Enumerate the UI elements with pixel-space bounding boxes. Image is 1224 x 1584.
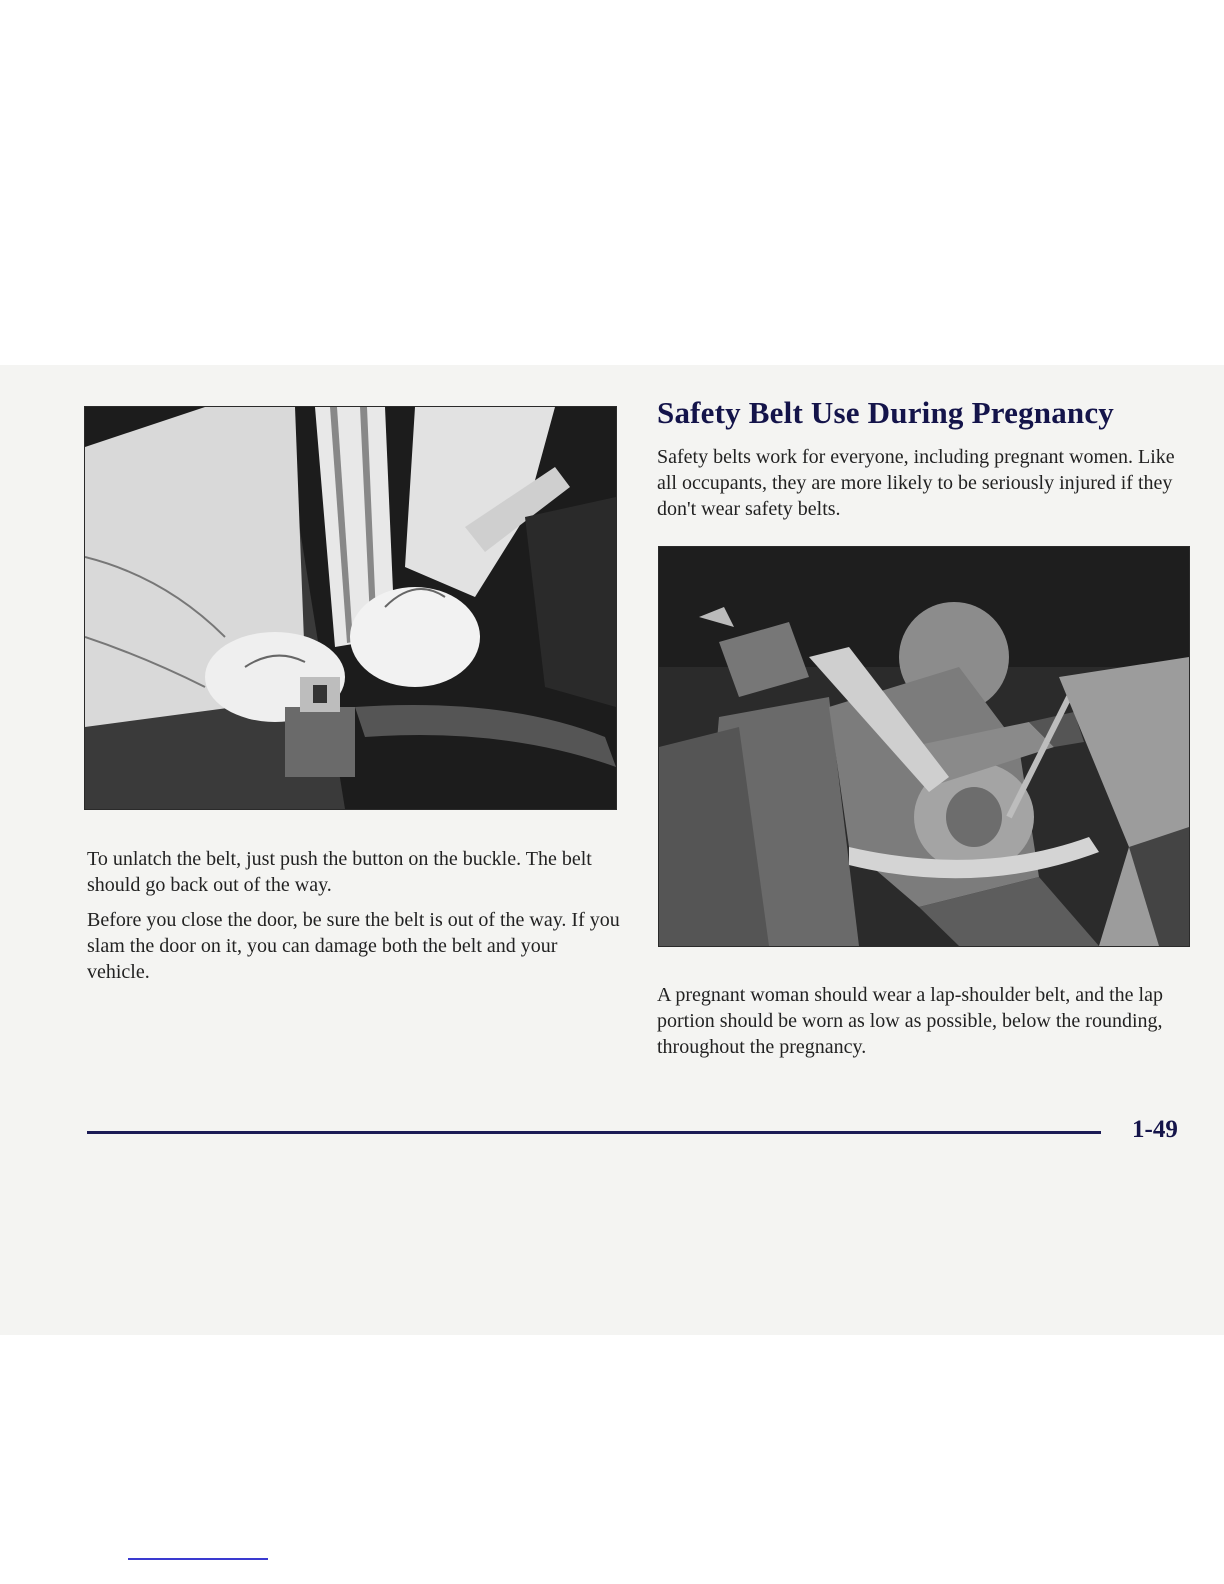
- pregnancy-belt-illustration: [658, 546, 1190, 947]
- footer-rule: [87, 1131, 1101, 1134]
- page-number: 1-49: [1132, 1116, 1178, 1143]
- close-door-paragraph: Before you close the door, be sure the belt is out of the way. If you slam the door on it, you can damage both the belt and your vehicle.: [87, 909, 620, 983]
- pregnancy-caption-paragraph: A pregnant woman should wear a lap-shoulder belt, and the lap portion should be worn as low as possible, below the rounding, throughout the pregnancy.: [657, 984, 1163, 1058]
- buckle-illustration: [84, 406, 617, 810]
- unlatch-paragraph: To unlatch the belt, just push the button on the buckle. The belt should go back out of the way.: [87, 848, 592, 896]
- bottom-mark: [128, 1558, 268, 1560]
- intro-paragraph: Safety belts work for everyone, including pregnant women. Like all occupants, they are more likely to be seriously injured if they don't wear safety belts.: [657, 446, 1175, 520]
- section-heading: Safety Belt Use During Pregnancy: [657, 395, 1115, 430]
